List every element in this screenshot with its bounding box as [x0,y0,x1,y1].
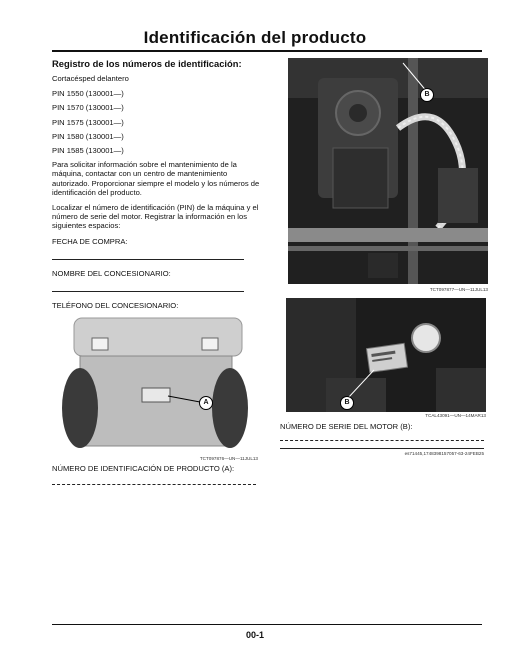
engine-serial-dash-line [280,440,484,441]
callout-b-bottom: B [340,396,354,410]
callout-a: A [199,396,213,410]
engine-top-photo [288,58,488,284]
engine-serial-photo [286,298,486,412]
field-dealer-name: NOMBRE DEL CONCESIONARIO: [52,268,171,278]
footer-rule [52,624,482,625]
pin-item: PIN 1585 (130001—) [52,146,124,156]
callout-b-top: B [420,88,434,102]
dealer-name-line [52,291,244,292]
paragraph-maintenance: Para solicitar información sobre el mantenimiento de la máquina, contactar con un centro de mantenimiento autorizado. Proporcionar siempre el modelo y los números de identificación del producto. [52,160,260,197]
left-column [52,58,264,333]
pin-item: PIN 1575 (130001—) [52,117,124,127]
paragraph-locate: Localizar el número de identificación (PIN) de la máquina y el número de serie del motor. Registrar la información en los siguientes espacios: [52,203,259,231]
field-purchase-date: FECHA DE COMPRA: [52,236,128,246]
section-heading: Registro de los números de identificación: [52,58,242,69]
purchase-date-line [52,259,244,260]
engine-serial-rule [280,448,484,449]
machine-rear-caption: TCT097876—UN—11JUL13 [199,456,258,461]
product-id-label: NÚMERO DE IDENTIFICACIÓN DE PRODUCTO (A): [52,464,235,473]
page-number: 00-1 [245,630,264,640]
pin-item: PIN 1580 (130001—) [52,131,124,141]
engine-serial-label: NÚMERO DE SERIE DEL MOTOR (B): [280,422,413,431]
title-rule [52,50,482,52]
field-dealer-phone: TELÉFONO DEL CONCESIONARIO: [52,300,179,310]
page-title: Identificación del producto [143,28,367,47]
pin-item: PIN 1550 (130001—) [52,89,124,99]
engine-top-caption: TCT097877—UN—11JUL13 [429,287,488,292]
machine-rear-photo [52,316,258,454]
engine-serial-caption: TCAL43091—UN—14MAR13 [425,413,486,418]
pin-item: PIN 1570 (130001—) [52,103,124,113]
product-id-dash-line [52,484,256,485]
doc-code: es71445,1748398157057-63-24FEB25 [404,451,484,456]
section-subheading: Cortacésped delantero [52,74,129,83]
